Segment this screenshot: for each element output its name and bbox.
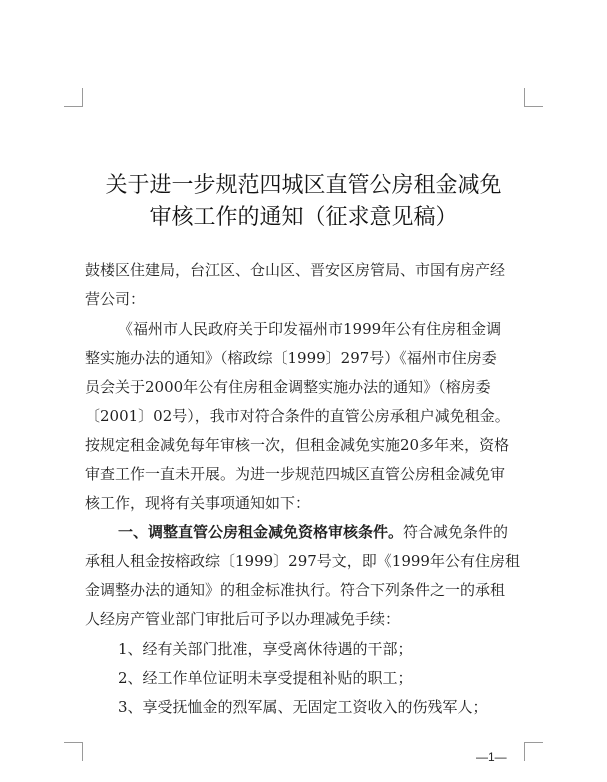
page-number: —1—: [476, 750, 507, 764]
addressee-line-1: 鼓楼区住建局，台江区、仓山区、晋安区房管局、市国有房产经: [85, 261, 506, 279]
addressee-line-2: 营公司：: [85, 290, 146, 308]
margin-corner-bottom-right: [524, 742, 543, 761]
section-1-text-start: 符合减免条件的: [403, 523, 509, 541]
margin-corner-top-right: [524, 88, 543, 107]
list-item-3: 3、享受抚恤金的烈军属、无固定工资收入的伤残军人；: [118, 698, 488, 716]
document-title-line-2: 审核工作的通知（征求意见稿）: [149, 205, 458, 230]
margin-corner-bottom-left: [64, 742, 83, 761]
body-line: 整实施办法的通知》（榕政综〔1999〕297号）《福州市住房委: [85, 349, 497, 367]
body-line: 《福州市人民政府关于印发福州市1999年公有住房租金调: [118, 320, 502, 338]
list-item-2: 2、经工作单位证明未享受提租补贴的职工；: [118, 669, 413, 687]
body-line: 员会关于2000年公有住房租金调整实施办法的通知》（榕房委: [85, 378, 491, 396]
list-item-1: 1、经有关部门批准，享受离休待遇的干部；: [118, 640, 413, 658]
body-line: 审查工作一直未开展。为进一步规范四城区直管公房租金减免审: [85, 465, 506, 483]
margin-corner-top-left: [64, 88, 83, 107]
body-line: 承租人租金按榕政综〔1999〕297号文，即《1999年公有住房租: [85, 552, 520, 570]
body-line: 〔2001〕02号），我市对符合条件的直管公房承租户减免租金。: [85, 407, 510, 425]
document-title-line-1: 关于进一步规范四城区直管公房租金减免: [105, 173, 502, 198]
section-heading-line: [118, 521, 607, 542]
body-line: 按规定租金减免每年审核一次，但租金减免实施20多年来，资格: [85, 436, 510, 454]
section-heading-1: 一、调整直管公房租金减免资格审核条件。: [118, 523, 404, 541]
body-line: 核工作，现将有关事项通知如下：: [85, 494, 311, 512]
body-line: 金调整办法的通知》的租金标准执行。符合下列条件之一的承租: [85, 581, 506, 599]
body-line: 人经房产管业部门审批后可予以办理减免手续：: [85, 610, 401, 628]
